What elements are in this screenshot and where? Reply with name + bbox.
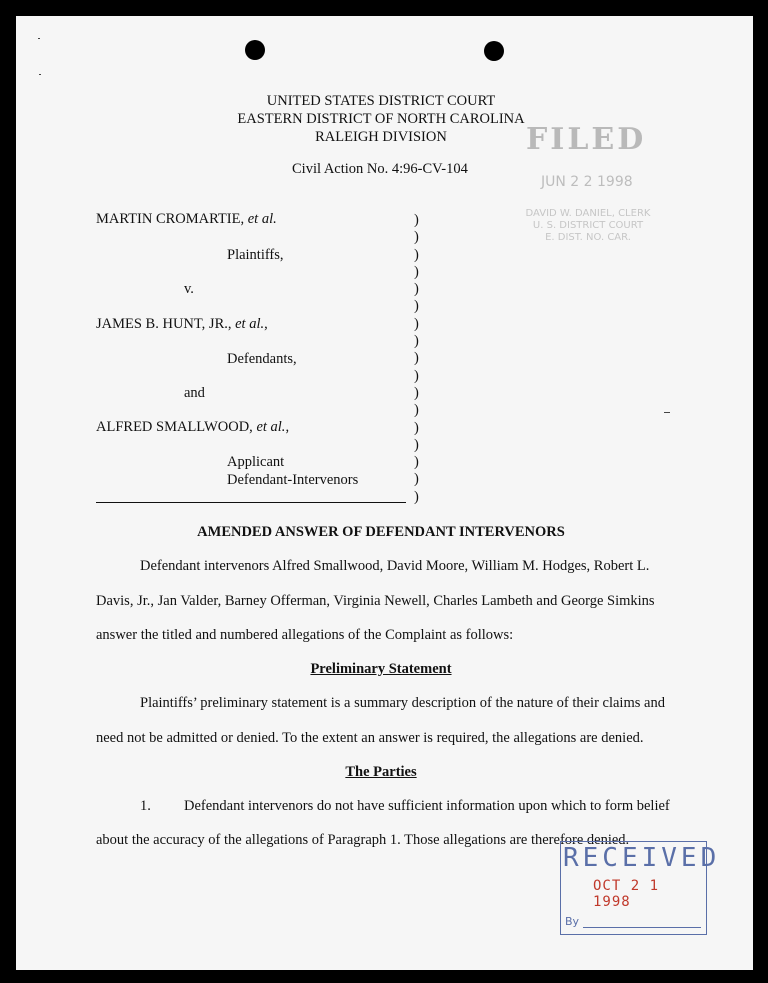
civil-action-number: Civil Action No. 4:96-CV-104 (292, 161, 468, 177)
intro-line-3: answer the titled and numbered allegations of the Complaint as follows: (96, 627, 514, 643)
paren: ) (414, 471, 419, 488)
clerk-stamp-line: E. DIST. NO. CAR. (545, 232, 631, 243)
paren: ) (414, 229, 419, 246)
document-title: AMENDED ANSWER OF DEFENDANT INTERVENORS (197, 524, 565, 540)
defendant-name: JAMES B. HUNT, JR., (96, 316, 236, 332)
defendant-punct: , (264, 316, 268, 332)
parties-heading: The Parties (345, 764, 417, 780)
punch-hole-right (484, 41, 504, 61)
paren: ) (414, 246, 419, 263)
parties-line-2: about the accuracy of the allegations of Paragraph 1. Those allegations are therefore denied. (96, 832, 630, 848)
intervenor-punct: , (285, 419, 290, 435)
plaintiff-etal: et al. (247, 211, 277, 227)
paren: ) (414, 488, 419, 505)
scan-speck (39, 74, 41, 75)
paren: ) (414, 384, 419, 401)
caption-parentheses (414, 212, 426, 506)
intervenor-etal: et al. (256, 419, 286, 435)
paren: ) (414, 333, 419, 350)
paragraph-number: 1. (140, 798, 151, 814)
court-name: UNITED STATES DISTRICT COURT (266, 93, 496, 109)
received-by-label: By (565, 915, 580, 928)
defendant-etal: et al. (235, 316, 265, 332)
paren: ) (414, 350, 419, 367)
division-name: RALEIGH DIVISION (315, 129, 447, 145)
defendant-intervenors-label: Defendant-Intervenors (227, 472, 359, 488)
intro-line-2: Davis, Jr., Jan Valder, Barney Offerman, Virginia Newell, Charles Lambeth and George Simkins (96, 593, 655, 609)
intervenor-name: ALFRED SMALLWOOD, (96, 419, 257, 435)
plaintiffs-label: Plaintiffs, (227, 247, 284, 263)
scan-speck (664, 412, 670, 413)
caption-rule (96, 502, 406, 503)
paren: ) (414, 298, 419, 315)
paren: ) (414, 402, 419, 419)
preliminary-heading: Preliminary Statement (310, 661, 452, 677)
paren: ) (414, 263, 419, 280)
received-word: RECEIVED (563, 843, 721, 873)
clerk-stamp (513, 208, 663, 244)
clerk-stamp-line: DAVID W. DANIEL, CLERK (525, 208, 651, 219)
intro-line-1: Defendant intervenors Alfred Smallwood, David Moore, William M. Hodges, Robert L. (140, 558, 650, 574)
district-name: EASTERN DISTRICT OF NORTH CAROLINA (237, 111, 525, 127)
filed-stamp: FILED (526, 122, 647, 157)
preliminary-line-1: Plaintiffs’ preliminary statement is a summary description of the nature of their claims and (140, 695, 665, 711)
and-label: and (184, 385, 205, 401)
received-stamp (560, 841, 721, 935)
defendants-label: Defendants, (227, 351, 297, 367)
punch-hole-left (245, 40, 265, 60)
paren: ) (414, 315, 419, 332)
clerk-stamp-line: U. S. DISTRICT COURT (532, 220, 644, 231)
caption-defendant (96, 315, 268, 333)
caption-intervenor (96, 418, 289, 436)
versus-label: v. (184, 281, 194, 297)
paren: ) (414, 436, 419, 453)
caption-plaintiff (96, 210, 277, 228)
parties-heading-wrap (16, 763, 746, 781)
preliminary-line-2: need not be admitted or denied. To the extent an answer is required, the allegations are denied. (96, 730, 644, 746)
received-date: OCT 2 1 1998 (593, 878, 660, 910)
filed-date-stamp: JUN 2 2 1998 (541, 174, 633, 190)
paren: ) (414, 419, 419, 436)
scan-speck (38, 38, 40, 39)
plaintiff-name: MARTIN CROMARTIE, (96, 211, 248, 227)
preliminary-heading-wrap (16, 660, 746, 678)
received-by-line (583, 927, 701, 928)
paren: ) (414, 367, 419, 384)
document-page (16, 16, 753, 970)
paren: ) (414, 281, 419, 298)
paren: ) (414, 212, 419, 228)
parties-line-1: Defendant intervenors do not have sufficient information upon which to form belief (184, 798, 670, 814)
paren: ) (414, 454, 419, 471)
applicant-label: Applicant (227, 454, 285, 470)
